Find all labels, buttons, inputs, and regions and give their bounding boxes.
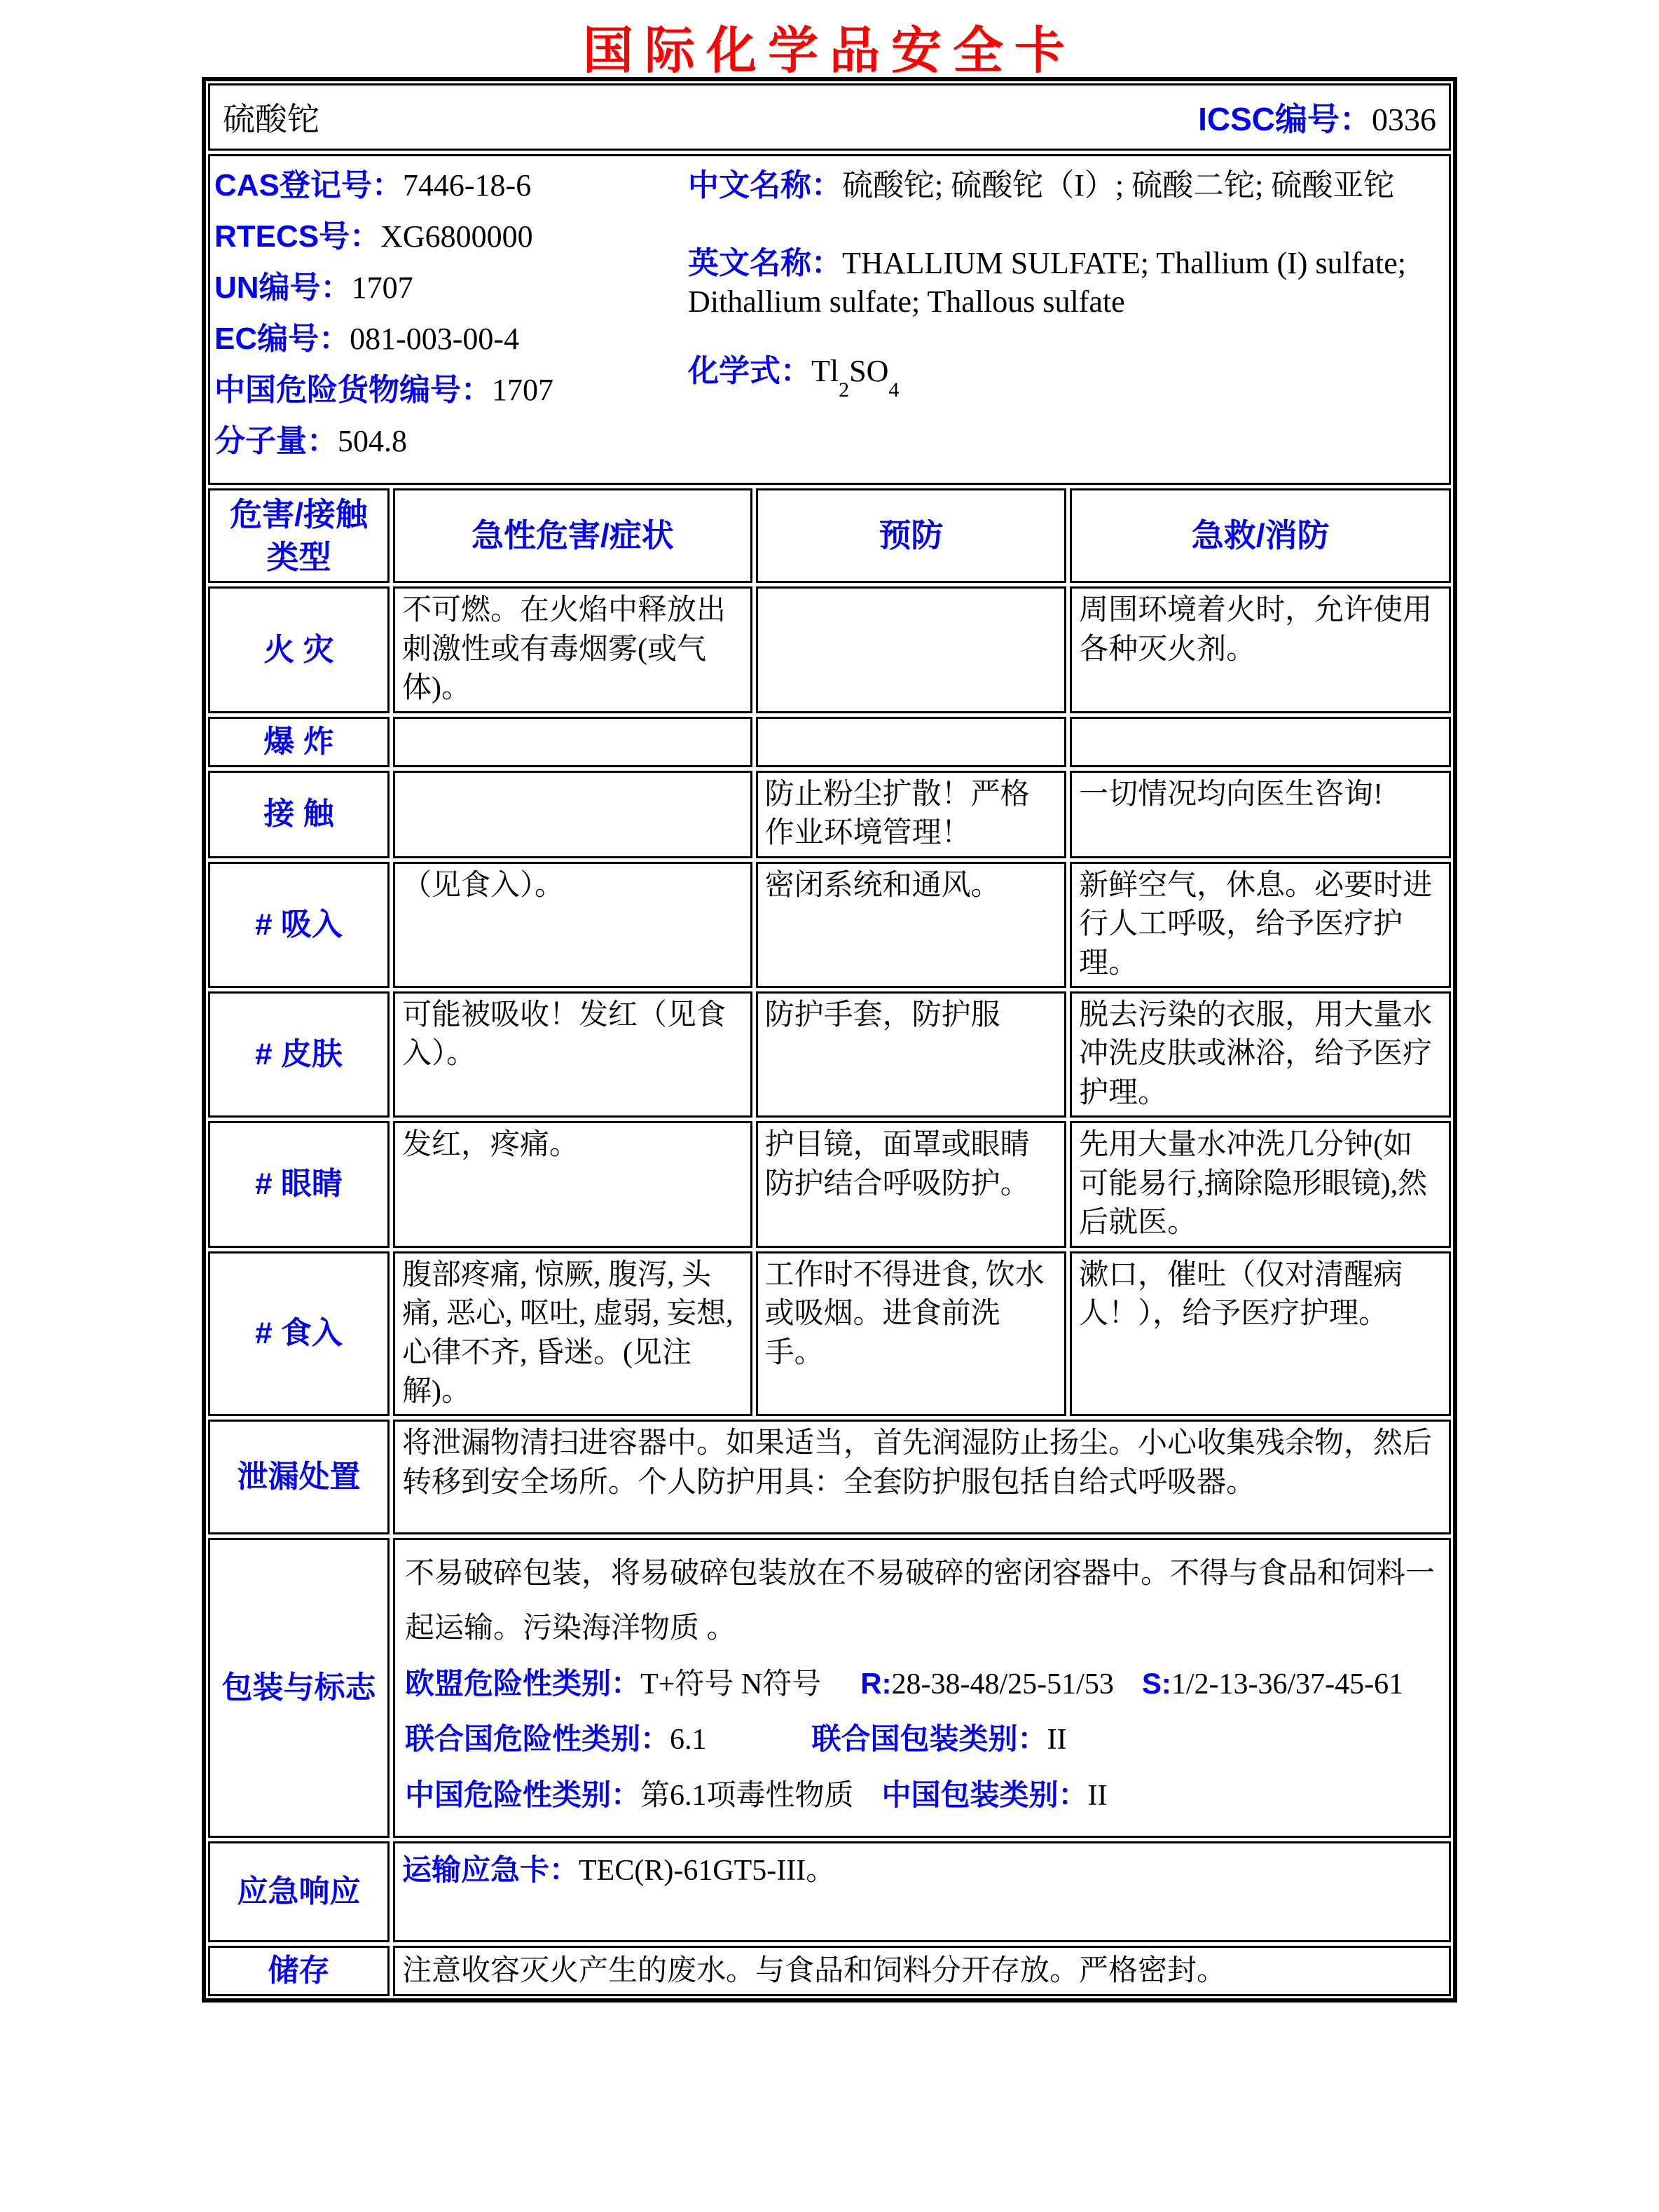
row-contact-prevention: 防止粉尘扩散！严格作业环境管理！ [756, 771, 1067, 858]
formula-subscript: 2 [839, 378, 850, 401]
row-eyes-symptoms: 发红，疼痛。 [393, 1121, 752, 1247]
formula-subscript: 4 [888, 378, 900, 401]
packaging-transport-text: 不易破碎包装，将易破碎包装放在不易破碎的密闭容器中。不得与食品和饲料一起运输。污染海洋物质 。 [405, 1558, 1436, 1645]
identification-names [688, 166, 1445, 473]
chinese-name [688, 166, 1445, 205]
un-number [214, 268, 674, 307]
row-ingestion-prevention: 工作时不得进食, 饮水或吸烟。进食前洗手。 [756, 1251, 1067, 1417]
icsc-number-value: 0336 [1372, 102, 1436, 137]
row-fire-prevention [756, 586, 1067, 713]
row-explosion-prevention [756, 717, 1067, 767]
row-eyes-prevention: 护目镜，面罩或眼睛防护结合呼吸防护。 [756, 1121, 1067, 1247]
chemical-formula-value [811, 354, 900, 401]
row-inhalation-prevention: 密闭系统和通风。 [756, 862, 1067, 988]
packaging-eu-class [405, 1656, 1439, 1712]
row-storage-type: 储存 [208, 1946, 390, 1996]
row-skin-type: # 皮肤 [208, 991, 390, 1118]
english-name-value: THALLIUM SULFATE; Thallium (I) sulfate; Dithallium sulfate; Thallous sulfate [688, 246, 1406, 319]
icsc-card [202, 77, 1457, 2003]
row-inhalation [208, 862, 1451, 988]
cas-value: 7446-18-6 [402, 168, 532, 202]
packaging-cn-class [405, 1768, 1439, 1824]
row-storage [208, 1946, 1451, 1996]
identification-ids [214, 166, 688, 473]
row-inhalation-response: 新鲜空气，休息。必要时进行人工呼吸，给予医疗护理。 [1070, 862, 1451, 988]
row-explosion-symptoms [393, 717, 752, 767]
row-inhalation-symptoms: （见食入）。 [393, 862, 752, 988]
row-emergency-content [393, 1841, 1451, 1942]
row-contact [208, 771, 1451, 858]
chemical-formula-label: 化学式： [688, 354, 812, 388]
row-inhalation-type: # 吸入 [208, 862, 390, 988]
row-skin [208, 991, 1451, 1118]
row-emergency [208, 1841, 1451, 1942]
china-dg-label: 中国危险货物编号： [214, 373, 492, 407]
row-fire-type: 火 灾 [208, 586, 390, 713]
chinese-name-value: 硫酸铊; 硫酸铊（I）; 硫酸二铊; 硫酸亚铊 [842, 168, 1395, 202]
header-symptoms: 急性危害/症状 [393, 488, 752, 583]
row-packaging-content [393, 1538, 1451, 1838]
molecular-weight [214, 422, 674, 460]
ec-value: 081-003-00-4 [350, 322, 520, 356]
molecular-weight-label: 分子量： [214, 424, 338, 458]
formula-part: Tl [811, 354, 839, 388]
un-value: 1707 [351, 270, 413, 305]
row-spill-type: 泄漏处置 [208, 1420, 390, 1534]
row-skin-prevention: 防护手套，防护服 [756, 991, 1067, 1118]
english-name-label: 英文名称： [688, 246, 843, 280]
row-explosion-type: 爆 炸 [208, 717, 390, 767]
row-ingestion-type: # 食入 [208, 1251, 390, 1417]
row-fire [208, 586, 1451, 713]
row-packaging-type: 包装与标志 [208, 1538, 390, 1838]
un-label: UN编号： [214, 270, 352, 305]
row-eyes [208, 1121, 1451, 1247]
chinese-name-label: 中文名称： [688, 168, 843, 202]
r-phrases-label: R: [860, 1666, 892, 1700]
row-skin-symptoms: 可能被吸收！发红（见食入）。 [393, 991, 752, 1118]
transport-card-label: 运输应急卡： [402, 1853, 579, 1887]
molecular-weight-value: 504.8 [338, 424, 407, 458]
header-hazard-type: 危害/接触类型 [208, 488, 390, 583]
cn-class-value: 第6.1项毒性物质 [640, 1780, 854, 1813]
row-contact-response: 一切情况均向医生咨询! [1070, 771, 1451, 858]
identification-block [208, 154, 1451, 485]
rtecs-value: XG6800000 [380, 219, 533, 254]
icsc-number [1198, 94, 1436, 140]
formula-part: SO [849, 354, 889, 388]
eu-class-value: T+符号 N符号 [640, 1668, 822, 1701]
icsc-number-label: ICSC编号： [1198, 101, 1372, 137]
hazard-table-header [208, 488, 1451, 583]
row-ingestion-response: 漱口，催吐（仅对清醒病人！），给予医疗护理。 [1070, 1251, 1451, 1417]
english-name [688, 244, 1445, 321]
cas-label: CAS登记号： [214, 168, 403, 202]
un-pack-label: 联合国包装类别： [811, 1722, 1047, 1756]
un-pack-value: II [1047, 1724, 1067, 1757]
s-phrases-value: 1/2-13-36/37-45-61 [1171, 1668, 1404, 1701]
substance-name: 硫酸铊 [223, 102, 319, 137]
chemical-formula [688, 352, 1445, 401]
r-phrases-value: 28-38-48/25-51/53 [891, 1668, 1114, 1701]
row-emergency-type: 应急响应 [208, 1841, 390, 1942]
row-ingestion [208, 1251, 1451, 1417]
row-eyes-type: # 眼睛 [208, 1121, 390, 1247]
china-dg-value: 1707 [492, 373, 553, 407]
row-explosion-response [1070, 717, 1451, 767]
ec-label: EC编号： [214, 322, 350, 356]
eu-class-label: 欧盟危险性类别： [405, 1666, 641, 1700]
row-eyes-response: 先用大量水冲洗几分钟(如可能易行,摘除隐形眼镜),然后就医。 [1070, 1121, 1451, 1247]
cas-number [214, 166, 674, 205]
china-dg-number [214, 371, 674, 409]
substance-header [208, 83, 1451, 151]
page-title: 国际化学品安全卡 [582, 23, 1076, 79]
cn-pack-value: II [1087, 1780, 1108, 1813]
row-explosion [208, 717, 1451, 767]
transport-card-value: TEC(R)-61GT5-III。 [579, 1855, 836, 1888]
cn-class-label: 中国危险性类别： [405, 1778, 641, 1812]
row-fire-symptoms: 不可燃。在火焰中释放出刺激性或有毒烟雾(或气体)。 [393, 586, 752, 713]
row-ingestion-symptoms: 腹部疼痛, 惊厥, 腹泻, 头痛, 恶心, 呕吐, 虚弱, 妄想, 心律不齐, 昏迷。(见注解)。 [393, 1251, 752, 1417]
un-class-value: 6.1 [670, 1724, 707, 1757]
packaging-un-class [405, 1712, 1439, 1768]
row-skin-response: 脱去污染的衣服，用大量水冲洗皮肤或淋浴，给予医疗护理。 [1070, 991, 1451, 1118]
rtecs-number [214, 217, 674, 256]
row-fire-response: 周围环境着火时，允许使用各种灭火剂。 [1070, 586, 1451, 713]
row-contact-type: 接 触 [208, 771, 390, 858]
row-spill-content: 将泄漏物清扫进容器中。如果适当，首先润湿防止扬尘。小心收集残余物，然后转移到安全场所。个人防护用具：全套防护服包括自给式呼吸器。 [393, 1420, 1451, 1534]
ec-number [214, 320, 674, 358]
row-spill [208, 1420, 1451, 1534]
rtecs-label: RTECS号： [214, 219, 381, 254]
un-class-label: 联合国危险性类别： [405, 1722, 670, 1756]
header-response: 急救/消防 [1070, 488, 1451, 583]
row-packaging [208, 1538, 1451, 1838]
row-contact-symptoms [393, 771, 752, 858]
row-storage-content: 注意收容灭火产生的废水。与食品和饲料分开存放。严格密封。 [393, 1946, 1451, 1996]
header-prevention: 预防 [756, 488, 1067, 583]
cn-pack-label: 中国包装类别： [881, 1778, 1088, 1812]
s-phrases-label: S: [1141, 1666, 1171, 1700]
